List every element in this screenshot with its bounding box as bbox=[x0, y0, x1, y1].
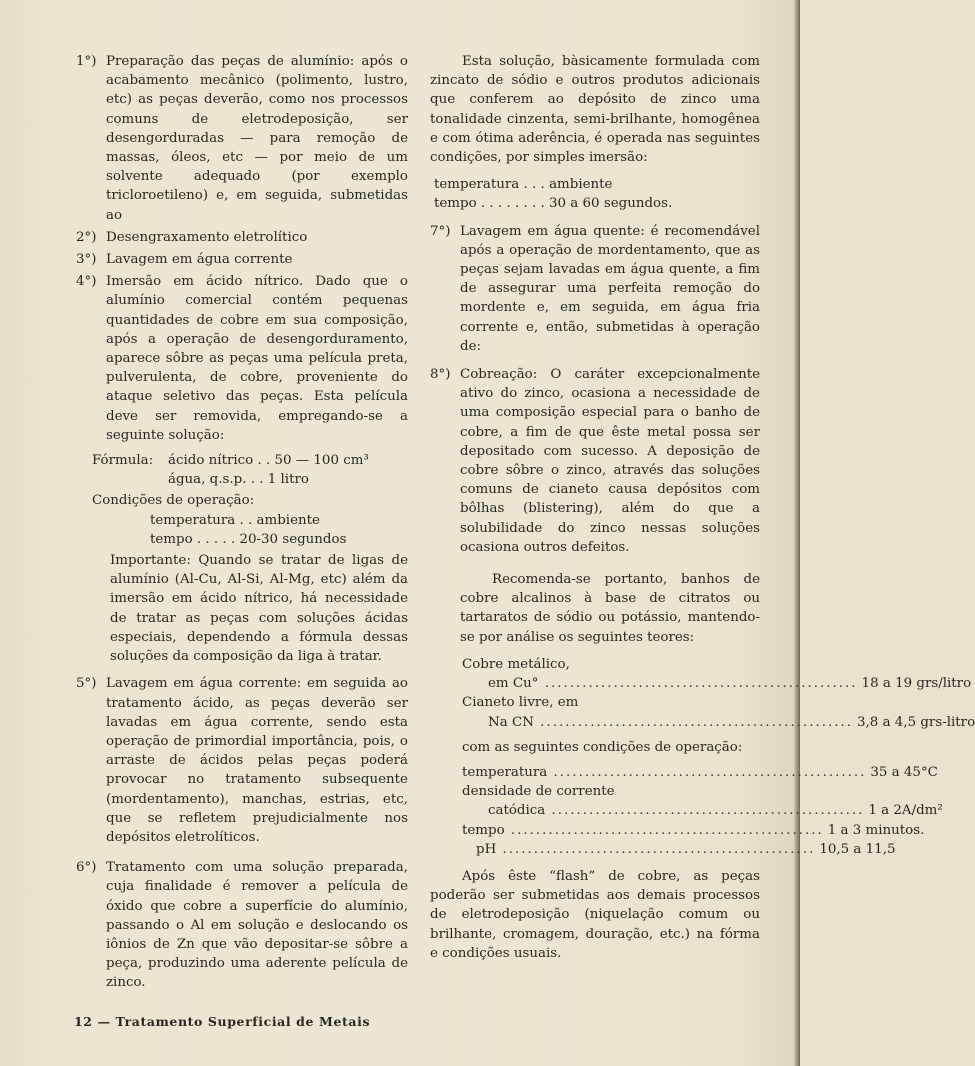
step-number: 1°) bbox=[76, 54, 97, 69]
condition-temperature: temperatura . . ambiente bbox=[150, 512, 320, 528]
page-footer bbox=[74, 1014, 370, 1029]
step-number: 6°) bbox=[76, 860, 97, 876]
step-number: 3°) bbox=[76, 252, 97, 268]
step-number: 2°) bbox=[76, 229, 97, 245]
density-label: densidade de corrente bbox=[462, 784, 615, 800]
copper-row: em Cu° .................................................. 18 a 19 grs/litro bbox=[488, 676, 972, 692]
step-1 bbox=[76, 52, 408, 225]
condition-time: tempo . . . . . 20-30 segundos bbox=[150, 531, 347, 547]
zincate-temperature: temperatura . . . ambiente bbox=[434, 177, 613, 193]
publication-title: Tratamento Superficial de Metais bbox=[115, 1014, 371, 1029]
conditions-intro: com as seguintes condições de operação: bbox=[462, 739, 743, 755]
page-edge-shadow bbox=[794, 0, 800, 1066]
recommendation: Recomenda-se portanto, banhos de cobre alcalinos à base de citratos ou tartaratos de sódio ou potássio, mantendo-se por análise os seguintes teores: bbox=[460, 572, 760, 645]
zincate-time: tempo . . . . . . . . 30 a 60 segundos. bbox=[434, 196, 673, 212]
step-6 bbox=[76, 858, 408, 992]
step-text: Imersão em ácido nítrico. Dado que o alumínio comercial contém pequenas quantidades de cobre em sua composição, após a operação de desengorduramento, aparece sôbre as peças uma película preta, pulverulenta, de cobre, proveniente do ataque seletivo das peças. Esta película deve ser removida, empregando-se a seguinte solução: bbox=[106, 274, 408, 443]
step-number: 4°) bbox=[76, 274, 97, 290]
bath-parameters bbox=[462, 655, 975, 859]
step-number: 8°) bbox=[430, 367, 451, 383]
step-number: 7°) bbox=[430, 223, 451, 239]
step-text: Preparação das peças de alumínio: após o acabamento mecânico (polimento, lustro, etc) as peças deverão, como nos processos comuns de eletrodeposição, ser desengorduradas — para remoção de massas, óleos, etc — por meio de um solvente adequado (por exemplo tricloroetileno) e, em seguida, submetidas ao bbox=[106, 54, 408, 223]
density-row: catódica .................................................. 1 a 2A/dm² bbox=[488, 803, 943, 819]
step-5 bbox=[76, 674, 408, 847]
left-column bbox=[76, 52, 408, 996]
copper-label: Cobre metálico, bbox=[462, 656, 570, 672]
cyanide-row: Na CN .................................................. 3,8 a 4,5 grs-litro bbox=[488, 714, 975, 730]
step-8 bbox=[430, 365, 760, 557]
conditions-heading: Condições de operação: bbox=[92, 493, 255, 509]
step-3 bbox=[76, 250, 408, 269]
right-column bbox=[430, 52, 975, 969]
cyanide-label: Cianeto livre, em bbox=[462, 695, 579, 711]
time-row: tempo .................................................. 1 a 3 minutos. bbox=[462, 822, 925, 838]
zincate-conditions bbox=[434, 175, 760, 213]
step-text: Lavagem em água corrente bbox=[106, 252, 293, 268]
step-2 bbox=[76, 228, 408, 247]
step-text: Lavagem em água quente: é recomendável após a operação de mordentamento, que as peças sejam lavadas em água quente, a fim de assegurar uma perfeita remoção do mordente e, em seguida, em água fria corrente e, então, submetidas à operação de: bbox=[460, 223, 760, 354]
step-text: Desengraxamento eletrolítico bbox=[106, 229, 308, 245]
formula-line-2: água, q.s.p. . . 1 litro bbox=[168, 472, 309, 488]
step-text: Lavagem em água corrente: em seguida ao tratamento ácido, as peças deverão ser lavadas em água corrente, sendo esta operação de primordial importância, pois, o arraste de ácidos pelas peças poderá provocar no tratamento subsequente (mordentamento), manchas, estrias, etc, que se refletem prejudicialmente nos depósitos eletrolíticos. bbox=[106, 676, 408, 845]
closing-paragraph: Após êste “flash” de cobre, as peças poderão ser submetidas aos demais processos de eletrodeposição (niquelação comum ou brilhante, cromagem, douração, etc.) na fórma e condições usuais. bbox=[430, 868, 760, 961]
formula-label: Fórmula: bbox=[92, 453, 154, 469]
ph-row: pH .................................................. 10,5 a 11,5 bbox=[476, 841, 896, 857]
step-text: Tratamento com uma solução preparada, cuja finalidade é remover a película de óxido que cobre a superfície do alumínio, passando o Al em solução e deslocando os iônios de Zn que vão depositar-se sôbre a peça, produzindo uma aderente película de zinco. bbox=[106, 860, 408, 991]
page-number: 12 bbox=[74, 1014, 93, 1029]
footer-dash: — bbox=[97, 1014, 111, 1029]
nitric-formula bbox=[92, 451, 408, 489]
step-7 bbox=[430, 222, 760, 356]
zincate-intro: Esta solução, bàsicamente formulada com zincato de sódio e outros produtos adicionais que conferem ao depósito de zinco uma tonalidade cinzenta, semi-brilhante, homogênea e com ótima aderência, é operada nas seguintes condições, por simples imersão: bbox=[430, 54, 760, 166]
step-4 bbox=[76, 272, 408, 445]
formula-line-1: ácido nítrico . . 50 — 100 cm³ bbox=[168, 453, 369, 469]
step-number: 5°) bbox=[76, 676, 97, 692]
important-note: Importante: Quando se tratar de ligas de alumínio (Al-Cu, Al-Si, Al-Mg, etc) além da imersão em ácido nítrico, há necessidade de tratar as peças com soluções ácidas especiais, dependendo a fórmula dessas soluções da composição da liga à tratar. bbox=[110, 553, 408, 665]
step-text: Cobreação: O caráter excepcionalmente ativo do zinco, ocasiona a necessidade de uma composição especial para o banho de cobre, a fim de que êste metal possa ser depositado com sucesso. A deposição de cobre sôbre o zinco, através das soluções comuns de cianeto causa depósitos com bôlhas (blistering), além do que a solubilidade do zinco nessas soluções ocasiona outros defeitos. bbox=[460, 367, 760, 555]
temperature-row: temperatura .................................................. 35 a 45°C bbox=[462, 764, 938, 780]
